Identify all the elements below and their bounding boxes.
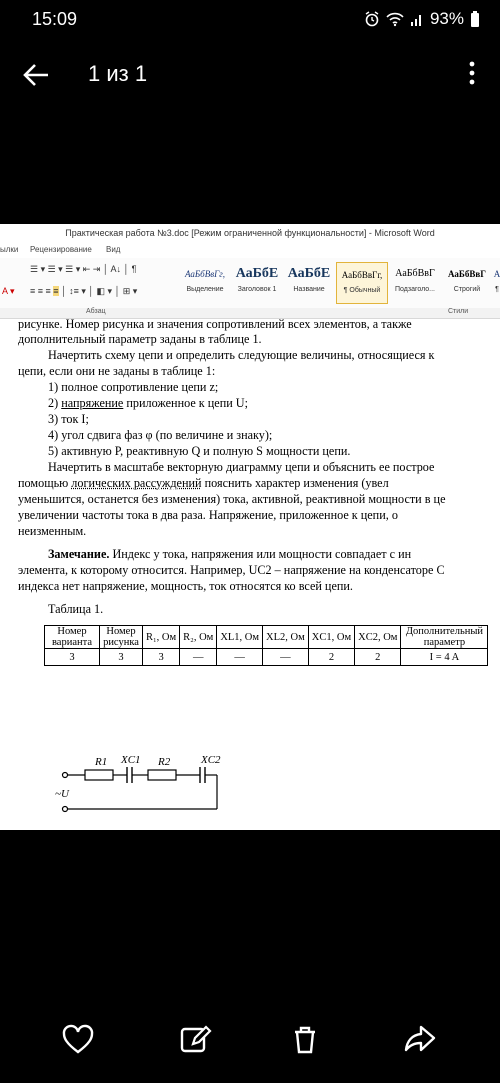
label-xc1: XC1: [121, 754, 141, 766]
table-caption: Таблица 1.: [48, 602, 104, 616]
battery-percent: 93%: [429, 9, 464, 28]
table-cell: 3: [45, 649, 100, 666]
text-line: элемента, к которому относится. Например, UC2 – напряжение на конденсаторе C: [18, 563, 445, 577]
table-header: Дополнительный параметр: [401, 626, 488, 649]
style-title[interactable]: АаБбЕ Название: [287, 266, 331, 293]
text-line: рисунке. Номер рисунка и значения сопротивлений всех элементов, а также: [18, 317, 412, 331]
table-header: R₂, Ом: [180, 626, 217, 649]
app-bar: [0, 44, 500, 104]
text-line: неизменным.: [18, 524, 87, 538]
align-buttons[interactable]: ≡ ≡ ≡ ≡ │ ↕≡ ▾ │ ◧ ▾ │ ⊞ ▾: [30, 286, 138, 296]
table-header: R₁, Ом: [143, 626, 180, 649]
document-page: [0, 319, 500, 830]
group-styles-label: Стили: [448, 308, 469, 315]
table-header: XL2, Ом: [263, 626, 309, 649]
label-u: ~U: [55, 788, 69, 800]
font-color-button[interactable]: A ▾: [2, 286, 15, 296]
status-time: 15:09: [32, 9, 78, 29]
table-cell: 2: [355, 649, 401, 666]
wifi-icon: [386, 11, 404, 27]
text-line: дополнительный параметр заданы в таблице 1.: [18, 332, 262, 346]
resistor-r1: [85, 770, 113, 780]
style-subtitle[interactable]: АаБбВвГ Подзаголо...: [395, 268, 435, 293]
table-row: [45, 649, 488, 666]
share-icon[interactable]: [402, 1022, 438, 1058]
text-line: 4) угол сдвига фаз φ (по величине и знаку);: [48, 428, 273, 442]
table-cell: —: [180, 649, 217, 666]
text-line: 3) ток I;: [48, 412, 89, 426]
word-title-bar: Практическая работа №3.doc [Режим ограниченной функциональности] - Microsoft Word: [0, 224, 500, 243]
page-counter: 1 из 1: [88, 61, 148, 86]
label-xc2: XC2: [201, 754, 221, 766]
text-line: помощью логических рассуждений пояснить характер изменения (увел: [18, 476, 389, 490]
table-header: XC2, Ом: [355, 626, 401, 649]
tab-links[interactable]: ылки: [0, 245, 19, 254]
style-more[interactable]: А ¶: [493, 269, 500, 293]
status-icons: [364, 9, 480, 29]
battery-icon: [470, 10, 480, 28]
table-cell: 2: [308, 649, 354, 666]
table-header: XC1, Ом: [308, 626, 354, 649]
style-strong[interactable]: АаБбВвГ Строгий: [448, 269, 486, 293]
text-line: уменьшится, останется без изменения) тока, активной, реактивной мощности в це: [18, 492, 446, 506]
table-header: XL1, Ом: [217, 626, 263, 649]
delete-icon[interactable]: [287, 1022, 323, 1058]
table-header: Номер рисунка: [100, 626, 143, 649]
ribbon-tabs: [0, 243, 500, 257]
table-cell: 3: [100, 649, 143, 666]
text-line: увеличении частоты тока в два раза. Напряжение, приложенное к цепи, о: [18, 508, 398, 522]
text-line: 1) полное сопротивление цепи z;: [48, 380, 219, 394]
table-header-row: [45, 626, 488, 649]
signal-icon: [410, 11, 424, 27]
alarm-icon: [364, 11, 380, 27]
ribbon: [0, 258, 500, 309]
text-line: цепи, если они не заданы в таблице 1:: [18, 364, 216, 378]
tab-view[interactable]: Вид: [106, 245, 121, 254]
text-line: индекса нет напряжение, мощность, ток относятся ко всей цепи.: [18, 579, 353, 593]
table-cell: —: [263, 649, 309, 666]
tab-review[interactable]: Рецензирование: [30, 245, 92, 254]
bottom-action-bar: [0, 1010, 500, 1070]
style-emphasis[interactable]: АаБбВвГг, Выделение: [185, 269, 225, 293]
text-line: Начертить в масштабе векторную диаграмму цепи и объяснить ее построе: [48, 460, 435, 474]
circuit-diagram: [55, 745, 255, 825]
data-table: [44, 625, 488, 666]
table-cell: —: [217, 649, 263, 666]
more-options-icon[interactable]: [462, 58, 482, 88]
text-line: 5) активную P, реактивную Q и полную S мощности цепи.: [48, 444, 351, 458]
back-arrow-icon[interactable]: [22, 61, 50, 89]
label-r2: R2: [158, 756, 171, 768]
table-header: Номер варианта: [45, 626, 100, 649]
text-line: Начертить схему цепи и определить следующие величины, относящиеся к: [48, 348, 435, 362]
label-r1: R1: [95, 756, 108, 768]
group-paragraph-label: Абзац: [86, 308, 106, 315]
table-cell: 3: [143, 649, 180, 666]
table-cell: I = 4 A: [401, 649, 488, 666]
status-bar: [0, 0, 500, 44]
document-image[interactable]: [0, 224, 500, 830]
list-buttons[interactable]: ☰ ▾ ☰ ▾ ☰ ▾ ⇤ ⇥ │ A↓ │ ¶: [30, 264, 137, 274]
resistor-r2: [148, 770, 176, 780]
edit-icon[interactable]: [177, 1022, 213, 1058]
style-heading1[interactable]: АаБбЕ Заголовок 1: [235, 266, 279, 293]
heart-icon[interactable]: [60, 1022, 96, 1058]
styles-gallery: [180, 260, 500, 306]
text-line: Замечание. Индекс у тока, напряжения или мощности совпадает с ин: [48, 547, 412, 561]
style-normal[interactable]: АаБбВвГг, ¶ Обычный: [336, 262, 388, 304]
text-line: 2) напряжение приложенное к цепи U;: [48, 396, 248, 410]
